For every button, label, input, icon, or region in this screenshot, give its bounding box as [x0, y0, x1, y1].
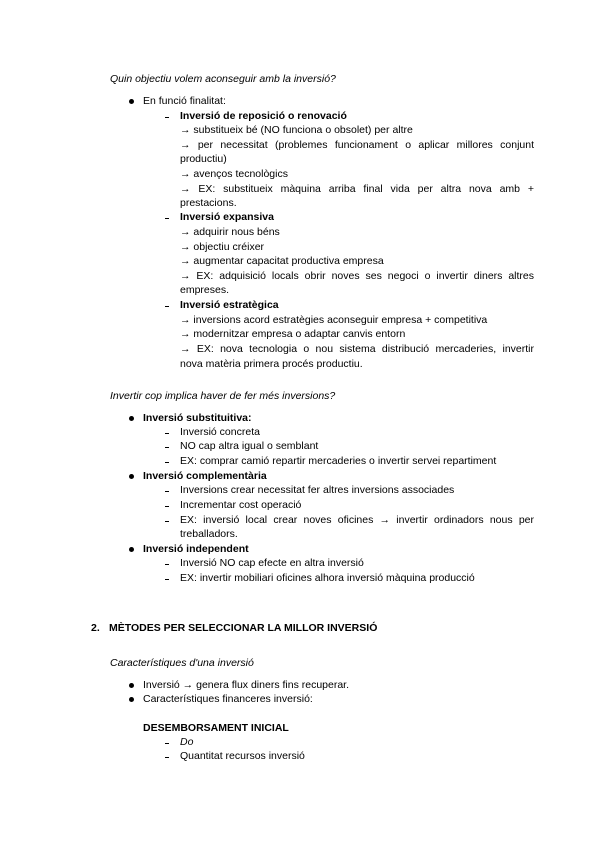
group-item: productiu)	[180, 153, 227, 165]
dash-marker	[165, 117, 169, 118]
type-title-substituitiva: Inversió substituitiva:	[143, 412, 252, 424]
section2-bullet: Inversió → genera flux diners fins recuperar.	[143, 679, 350, 691]
dash-marker	[165, 506, 169, 507]
section-heading: MÈTODES PER SELECCIONAR LA MILLOR INVERSIÓ	[109, 622, 378, 634]
group-item: → inversions acord estratègies aconseguir empresa + competitiva	[180, 314, 488, 326]
bullet-marker	[129, 474, 134, 479]
bullet-finalitat: En funció finalitat:	[143, 95, 226, 107]
group-item: prestacions.	[180, 197, 237, 209]
group-item: → objectiu créixer	[180, 241, 265, 253]
group-item: → per necessitat (problemes funcionament o aplicar millores conjunt	[180, 139, 534, 151]
group-item: → avenços tecnològics	[180, 168, 288, 180]
group-item: → augmentar capacitat productiva empresa	[180, 255, 384, 267]
type-item: EX: inversió local crear noves oficines → invertir ordinadors nous per	[180, 514, 534, 526]
group-item: → modernitzar empresa o adaptar canvis entorn	[180, 328, 406, 340]
bullet-marker	[129, 683, 134, 688]
group-title-expansiva: Inversió expansiva	[180, 211, 274, 223]
group-item: → EX: substitueix màquina arriba final vida per altra nova amb +	[180, 183, 534, 195]
type-title-complementaria: Inversió complementària	[143, 470, 267, 482]
dash-marker	[165, 579, 169, 580]
dash-marker	[165, 433, 169, 434]
dash-marker	[165, 521, 169, 522]
type-item: EX: invertir mobiliari oficines alhora inversió màquina producció	[180, 572, 475, 584]
dash-marker	[165, 306, 169, 307]
group-title-estrategica: Inversió estratègica	[180, 299, 279, 311]
type-item: Inversió concreta	[180, 426, 260, 438]
dash-marker	[165, 564, 169, 565]
group-item: empreses.	[180, 284, 230, 296]
group-item: → EX: nova tecnologia o nou sistema distribució mercaderies, invertir	[180, 343, 534, 355]
subheading-desemborsament: DESEMBORSAMENT INICIAL	[143, 722, 289, 734]
group-item: → adquirir nous béns	[180, 226, 280, 238]
type-item: NO cap altra igual o semblant	[180, 440, 319, 452]
type-item: EX: comprar camió repartir mercaderies o invertir servei repartiment	[180, 455, 497, 467]
type-item: Inversions crear necessitat fer altres inversions associades	[180, 484, 455, 496]
question-1: Quin objectiu volem aconseguir amb la inversió?	[110, 73, 336, 85]
type-title-independent: Inversió independent	[143, 543, 249, 555]
section-subtitle: Característiques d'una inversió	[110, 657, 254, 669]
section2-item: Quantitat recursos inversió	[180, 750, 305, 762]
section-number: 2.	[91, 622, 100, 634]
section2-item: Do	[180, 736, 194, 748]
question-2: Invertir cop implica haver de fer més inversions?	[110, 390, 336, 402]
bullet-marker	[129, 99, 134, 104]
bullet-marker	[129, 697, 134, 702]
type-item: Inversió NO cap efecte en altra inversió	[180, 557, 364, 569]
bullet-marker	[129, 547, 134, 552]
bullet-marker	[129, 416, 134, 421]
type-item: treballadors.	[180, 528, 238, 540]
dash-marker	[165, 757, 169, 758]
type-item: Incrementar cost operació	[180, 499, 302, 511]
group-item: nova matèria primera procés productiu.	[180, 358, 363, 370]
group-item: → EX: adquisició locals obrir noves ses negoci o invertir diners altres	[180, 270, 534, 282]
dash-marker	[165, 462, 169, 463]
dash-marker	[165, 218, 169, 219]
group-item: → substitueix bé (NO funciona o obsolet) per altre	[180, 124, 413, 136]
group-title-reposicio: Inversió de reposició o renovació	[180, 110, 347, 122]
dash-marker	[165, 743, 169, 744]
section2-bullet: Característiques financeres inversió:	[143, 693, 313, 705]
dash-marker	[165, 447, 169, 448]
dash-marker	[165, 491, 169, 492]
